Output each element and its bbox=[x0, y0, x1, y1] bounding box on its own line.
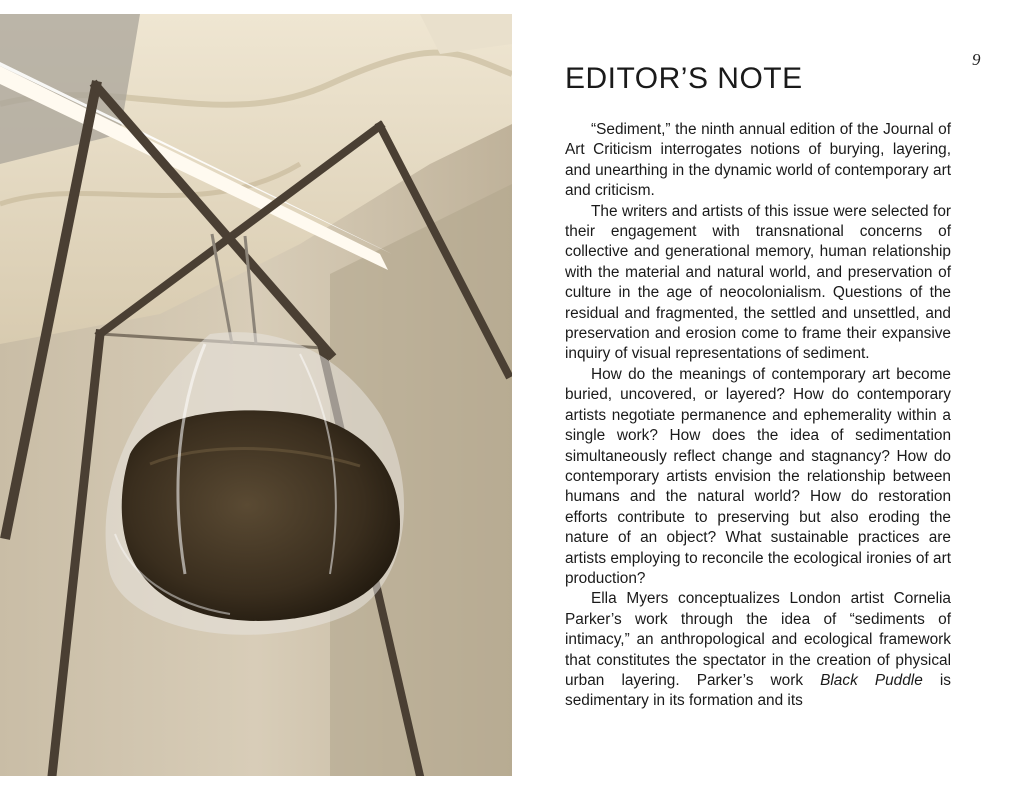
paragraph: How do the meanings of contemporary art become buried, uncovered, or layered? How do contemporary artists negotiate permanence and ephemerality within a single work? How does the idea of sedimentation simultaneously reflect change and stagnancy? How do contemporary artists envision the relationship between humans and the natural world? How do restoration efforts contribute to preserving but also eroding the nature of an object? What sustainable practices are artists employing to reconcile the ecological ironies of art production? bbox=[565, 365, 951, 587]
sculpture-illustration bbox=[0, 14, 512, 776]
paragraph-text: Ella Myers conceptualizes London artist Cornelia Parker’s work through the idea of “sediments of intimacy,” an anthropological and ecological framework that constitutes the spectator in the creation of physical urban layering. Parker’s work bbox=[565, 590, 951, 689]
page-number: 9 bbox=[972, 50, 981, 69]
sculpture-photo bbox=[0, 14, 512, 776]
paragraph bbox=[565, 589, 951, 711]
paragraph: The writers and artists of this issue were selected for their engagement with transnational concerns of collective and generational memory, human relationship with the material and natural world, and preservation of culture in the age of neocolonialism. Questions of the residual and fragmented, the settled and unsettled, and preservation and erosion come to frame their expansive inquiry of visual representations of sediment. bbox=[565, 202, 951, 363]
editors-note-body bbox=[565, 120, 951, 712]
artwork-title: Black Puddle bbox=[820, 671, 923, 689]
page-title: EDITOR’S NOTE bbox=[565, 62, 803, 95]
paragraph: “Sediment,” the ninth annual edition of the Journal of Art Criticism interrogates notions of burying, layering, and unearthing in the dynamic world of contemporary art and criticism. bbox=[565, 121, 951, 200]
paragraph-text: is sedimentary in its formation and its bbox=[565, 671, 951, 710]
